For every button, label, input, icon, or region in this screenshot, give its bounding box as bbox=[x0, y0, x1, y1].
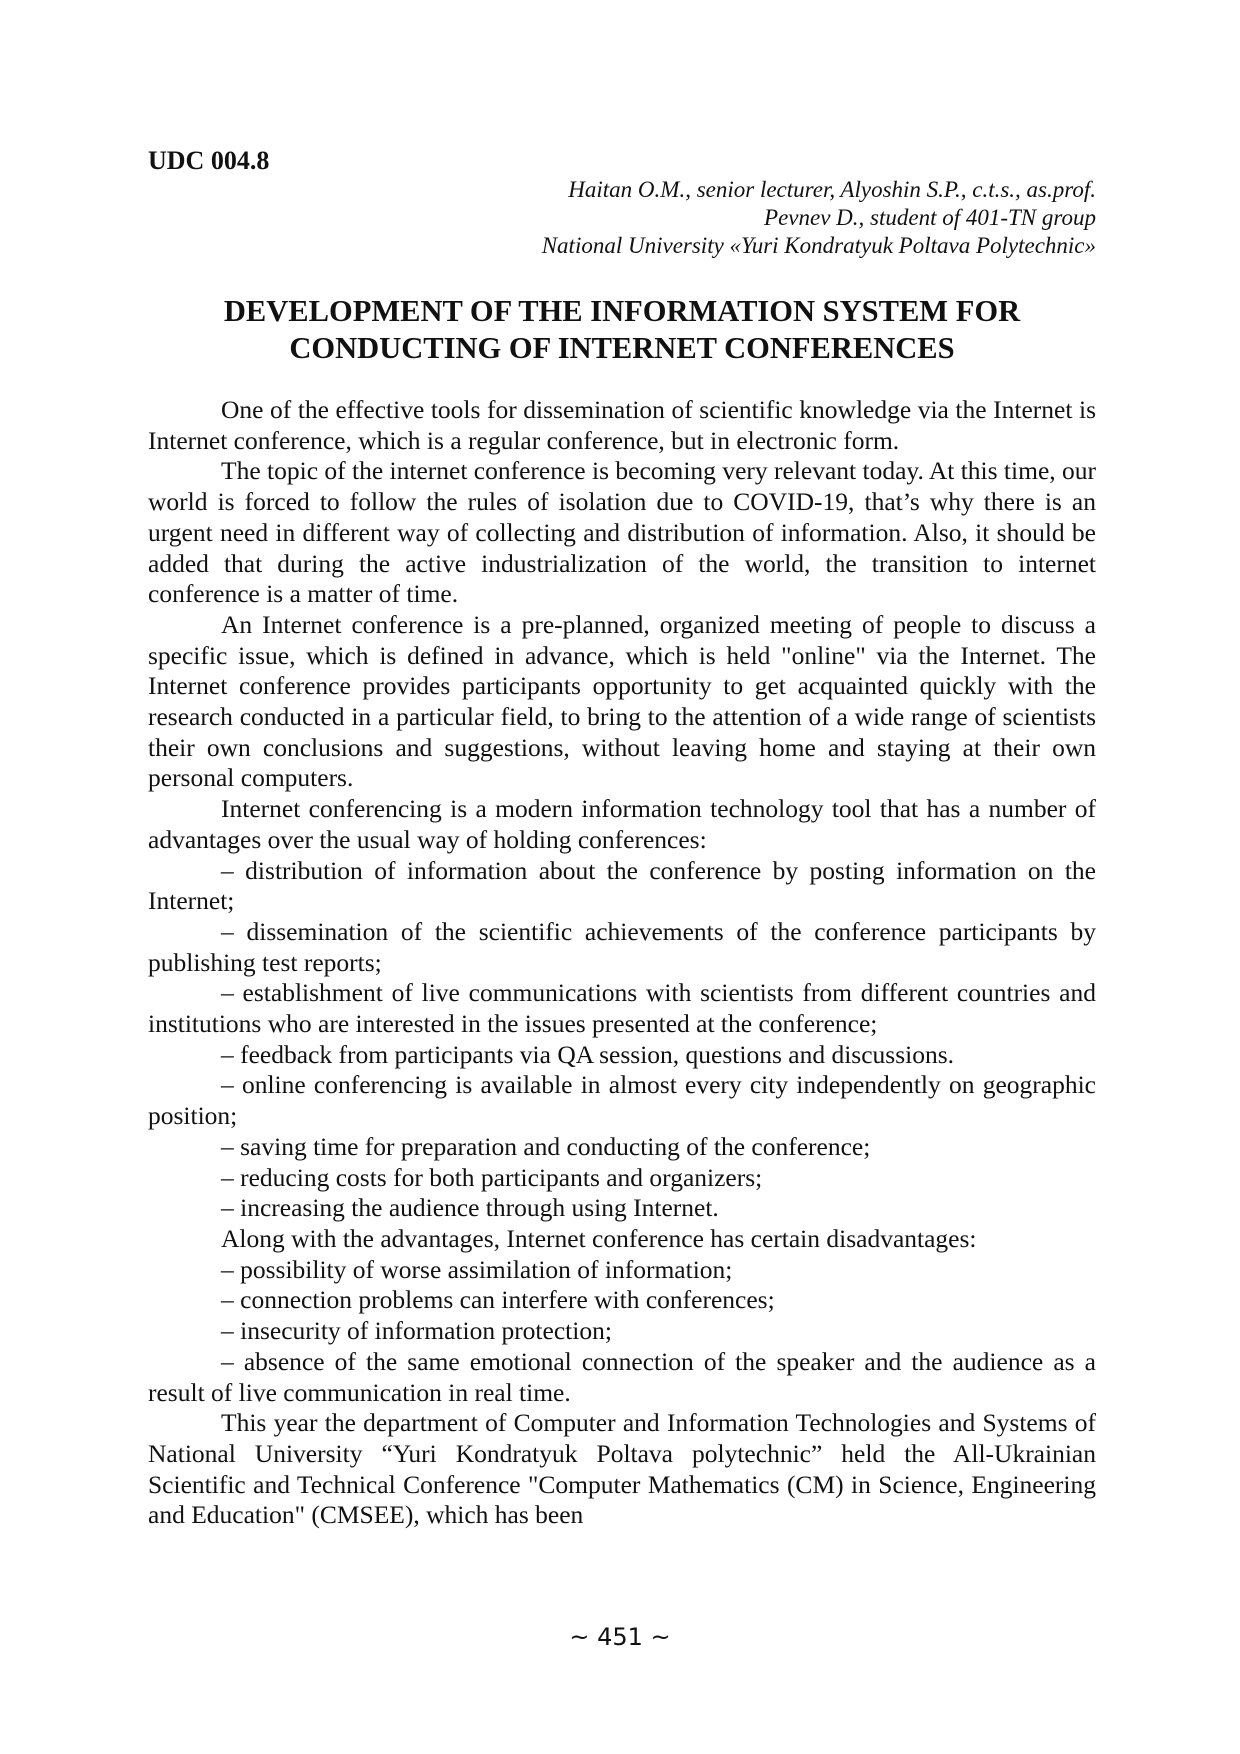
author-line-1: Haitan O.M., senior lecturer, Alyoshin S.P., c.t.s., as.prof. bbox=[568, 177, 1096, 202]
paragraph-relevance: The topic of the internet conference is becoming very relevant today. At this time, our world is forced to follow the rules of isolation due to COVID-19, that’s why there is an urgent need in different way of collecting and distribution of information. Also, it should be added that during the active industrialization of the world, the transition to internet conference is a matter of time. bbox=[148, 456, 1096, 609]
list-item-disadvantage: – absence of the same emotional connection of the speaker and the audience as a result of live communication in real time. bbox=[148, 1346, 1096, 1407]
affiliation-line: National University «Yuri Kondratyuk Poltava Polytechnic» bbox=[541, 233, 1096, 258]
paper-title bbox=[148, 293, 1096, 367]
paper-page bbox=[148, 146, 1096, 1531]
paragraph-intro: One of the effective tools for dissemination of scientific knowledge via the Internet is Internet conference, which is a regular conference, but in electronic form. bbox=[148, 395, 1096, 455]
udc-code: UDC 004.8 bbox=[148, 146, 270, 175]
page-number: ~ 451 ~ bbox=[569, 1623, 671, 1651]
list-item-disadvantage: – insecurity of information protection; bbox=[221, 1316, 612, 1346]
list-item-advantage: – dissemination of the scientific achievements of the conference participants by publishing test reports; bbox=[148, 916, 1096, 977]
body-text bbox=[148, 395, 1096, 1531]
title-line-1: DEVELOPMENT OF THE INFORMATION SYSTEM FOR bbox=[223, 294, 1021, 328]
list-item-advantage: – establishment of live communications with scientists from different countries and institutions who are interested in the issues presented at the conference; bbox=[148, 978, 1096, 1039]
paragraph-disadvantages-intro: Along with the advantages, Internet conference has certain disadvantages: bbox=[221, 1223, 977, 1253]
list-item-advantage: – reducing costs for both participants and organizers; bbox=[221, 1162, 763, 1192]
author-block bbox=[148, 176, 1096, 260]
list-item-advantage: – saving time for preparation and conducting of the conference; bbox=[221, 1131, 871, 1161]
list-item-advantage: – online conferencing is available in almost every city independently on geographic position; bbox=[148, 1070, 1096, 1131]
title-line-2: CONDUCTING OF INTERNET CONFERENCES bbox=[289, 331, 955, 365]
list-item-disadvantage: – connection problems can interfere with conferences; bbox=[221, 1285, 775, 1315]
list-item-advantage: – distribution of information about the conference by posting information on the Internet; bbox=[148, 855, 1096, 916]
list-item-disadvantage: – possibility of worse assimilation of information; bbox=[221, 1254, 733, 1284]
author-line-2: Pevnev D., student of 401-TN group bbox=[764, 205, 1096, 230]
paragraph-definition: An Internet conference is a pre-planned, organized meeting of people to discuss a specific issue, which is defined in advance, which is held "online" via the Internet. The Internet conference provides participants opportunity to get acquainted quickly with the research conducted in a particular field, to bring to the attention of a wide range of scientists their own conclusions and suggestions, without leaving home and staying at their own personal computers. bbox=[148, 609, 1096, 793]
list-item-advantage: – increasing the audience through using Internet. bbox=[221, 1193, 719, 1223]
list-item-advantage: – feedback from participants via QA session, questions and discussions. bbox=[221, 1039, 955, 1069]
paragraph-advantages-intro: Internet conferencing is a modern information technology tool that has a number of advantages over the usual way of holding conferences: bbox=[148, 794, 1096, 854]
paragraph-department: This year the department of Computer and Information Technologies and Systems of National University “Yuri Kondratyuk Poltava polytechnic” held the All-Ukrainian Scientific and Technical Conference "Computer Mathematics (CM) in Science, Engineering and Education" (CMSEE), which has been bbox=[148, 1408, 1096, 1530]
